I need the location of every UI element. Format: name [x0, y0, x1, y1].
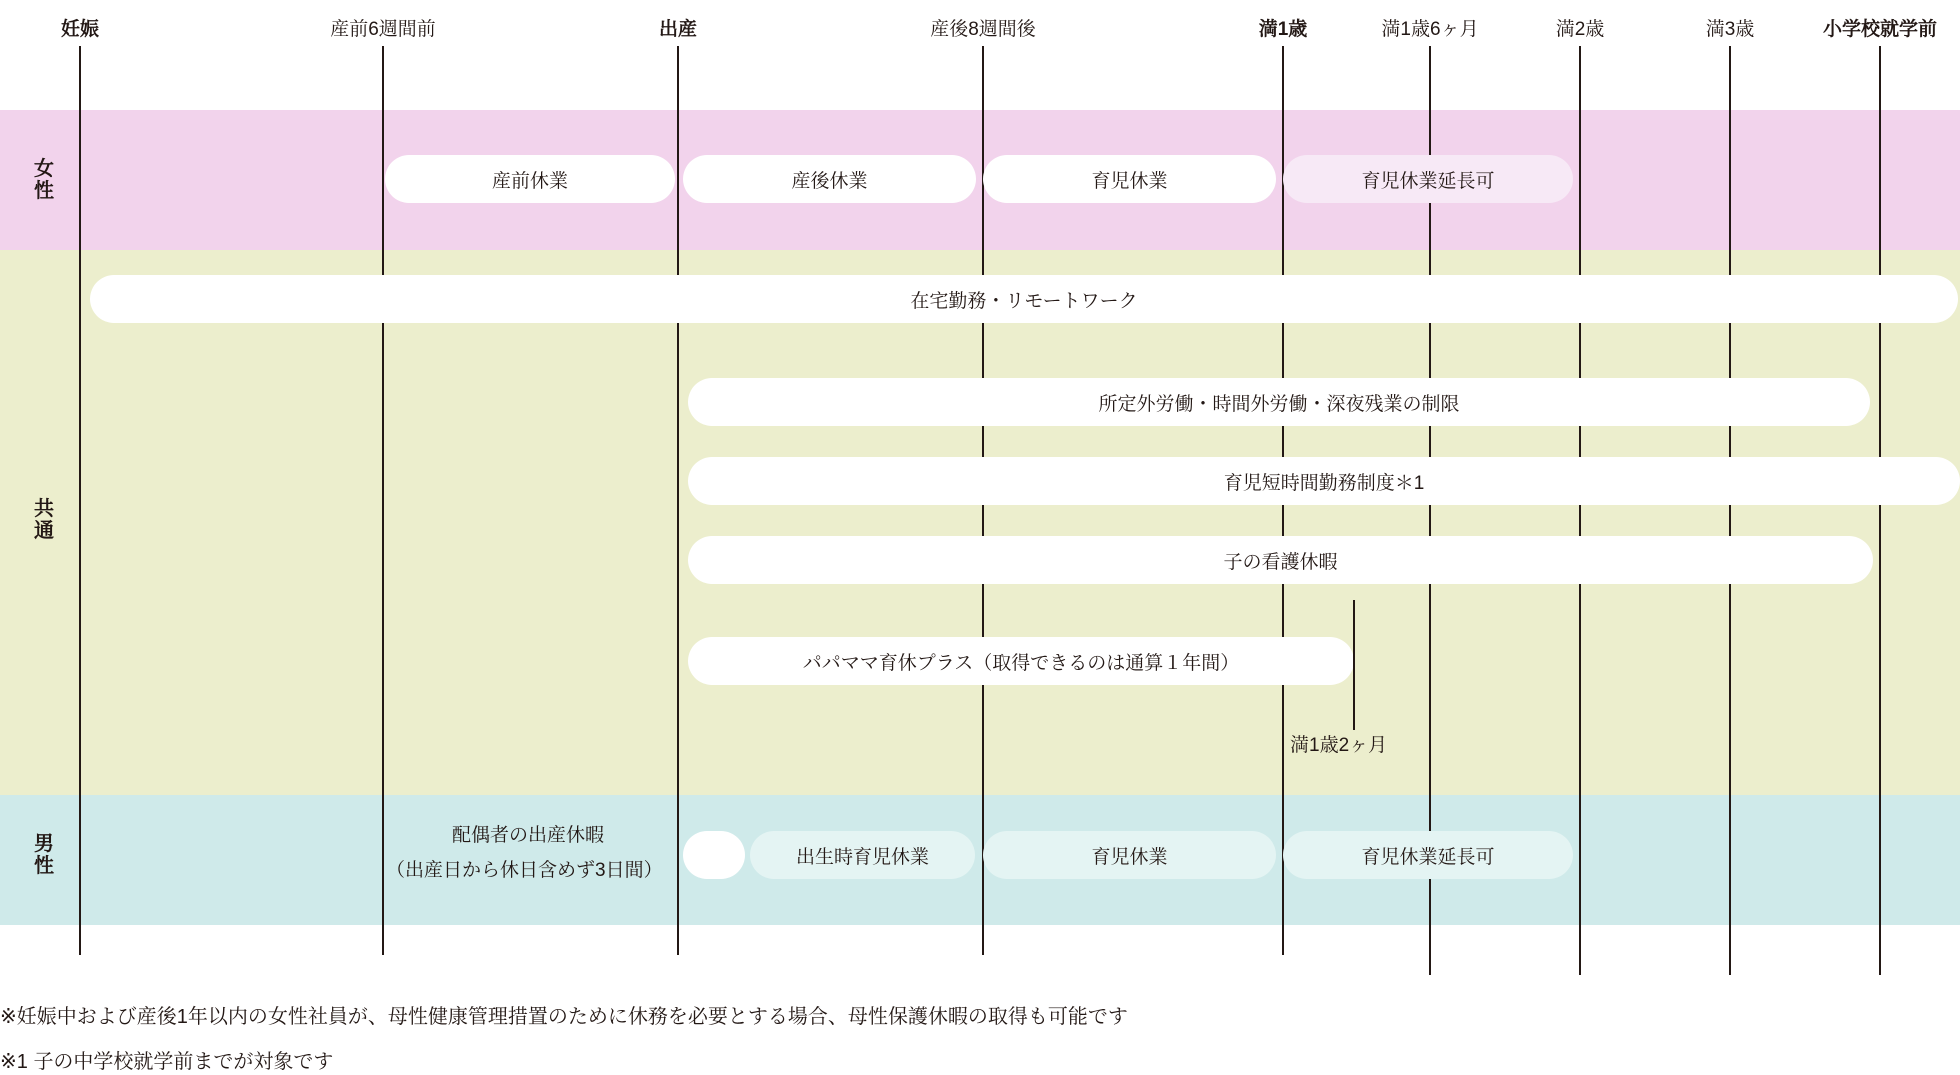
- pill-childcare-leave-extension-male: 育児休業延長可: [1283, 831, 1573, 879]
- timeline-line-age1y2m: [1353, 600, 1355, 730]
- timeline-label-age1: 満1歳: [1258, 19, 1308, 40]
- pill-childcare-leave-female: 育児休業: [983, 155, 1276, 203]
- timeline-label-age2: 満2歳: [1555, 19, 1605, 40]
- timeline-line-age3: [1729, 46, 1731, 975]
- annotation-spouse-birth-leave-line2: （出産日から休日含めず3日間）: [386, 860, 663, 881]
- pill-remote-work: 在宅勤務・リモートワーク: [90, 275, 1958, 323]
- timeline-label-6weeks-before: 産前6週間前: [330, 19, 436, 40]
- timeline-label-birth: 出産: [658, 19, 698, 40]
- pill-spouse-birth-leave-marker: [683, 831, 745, 879]
- timeline-label-age3: 満3歳: [1705, 19, 1755, 40]
- annotation-spouse-birth-leave-line1: 配偶者の出産休暇: [452, 825, 605, 846]
- timeline-line-age2: [1579, 46, 1581, 975]
- band-male: [0, 795, 1960, 925]
- band-title-female: 女 性: [34, 158, 54, 203]
- pill-child-nursing-leave: 子の看護休暇: [688, 536, 1873, 584]
- pill-short-time-work: 育児短時間勤務制度＊1: [688, 457, 1960, 505]
- timeline-label-age1y6m: 満1歳6ヶ月: [1381, 19, 1479, 40]
- band-title-male: 男 性: [34, 833, 54, 878]
- timeline-line-birth: [677, 46, 679, 955]
- timeline-line-preschool: [1879, 46, 1881, 975]
- pill-postnatal-leave: 産後休業: [683, 155, 976, 203]
- pill-papa-mama-childcare-plus: パパママ育休プラス（取得できるのは通算１年間）: [688, 637, 1354, 685]
- footnote-short-time-work: ※1 子の中学校就学前までが対象です: [0, 1051, 334, 1073]
- pill-prenatal-leave: 産前休業: [385, 155, 675, 203]
- timeline-label-pregnancy: 妊娠: [60, 19, 100, 40]
- timeline-line-6weeks-before: [382, 46, 384, 955]
- timeline-label-8weeks-after: 産後8週間後: [930, 19, 1036, 40]
- annotation-age1y2m: 満1歳2ヶ月: [1290, 735, 1388, 756]
- timeline-line-pregnancy: [79, 46, 81, 955]
- band-title-common: 共 通: [34, 498, 54, 543]
- pill-postnatal-paternity-leave: 出生時育児休業: [750, 831, 975, 879]
- band-common: [0, 250, 1960, 795]
- pill-overtime-restriction: 所定外労働・時間外労働・深夜残業の制限: [688, 378, 1870, 426]
- pill-childcare-leave-extension-female: 育児休業延長可: [1283, 155, 1573, 203]
- footnote-maternity-protection: ※妊娠中および産後1年以内の女性社員が、母性健康管理措置のために休務を必要とする場合、母性保護休暇の取得も可能です: [0, 1006, 1128, 1028]
- band-female: [0, 110, 1960, 250]
- pill-childcare-leave-male: 育児休業: [983, 831, 1276, 879]
- timeline-label-preschool: 小学校就学前: [1822, 19, 1938, 40]
